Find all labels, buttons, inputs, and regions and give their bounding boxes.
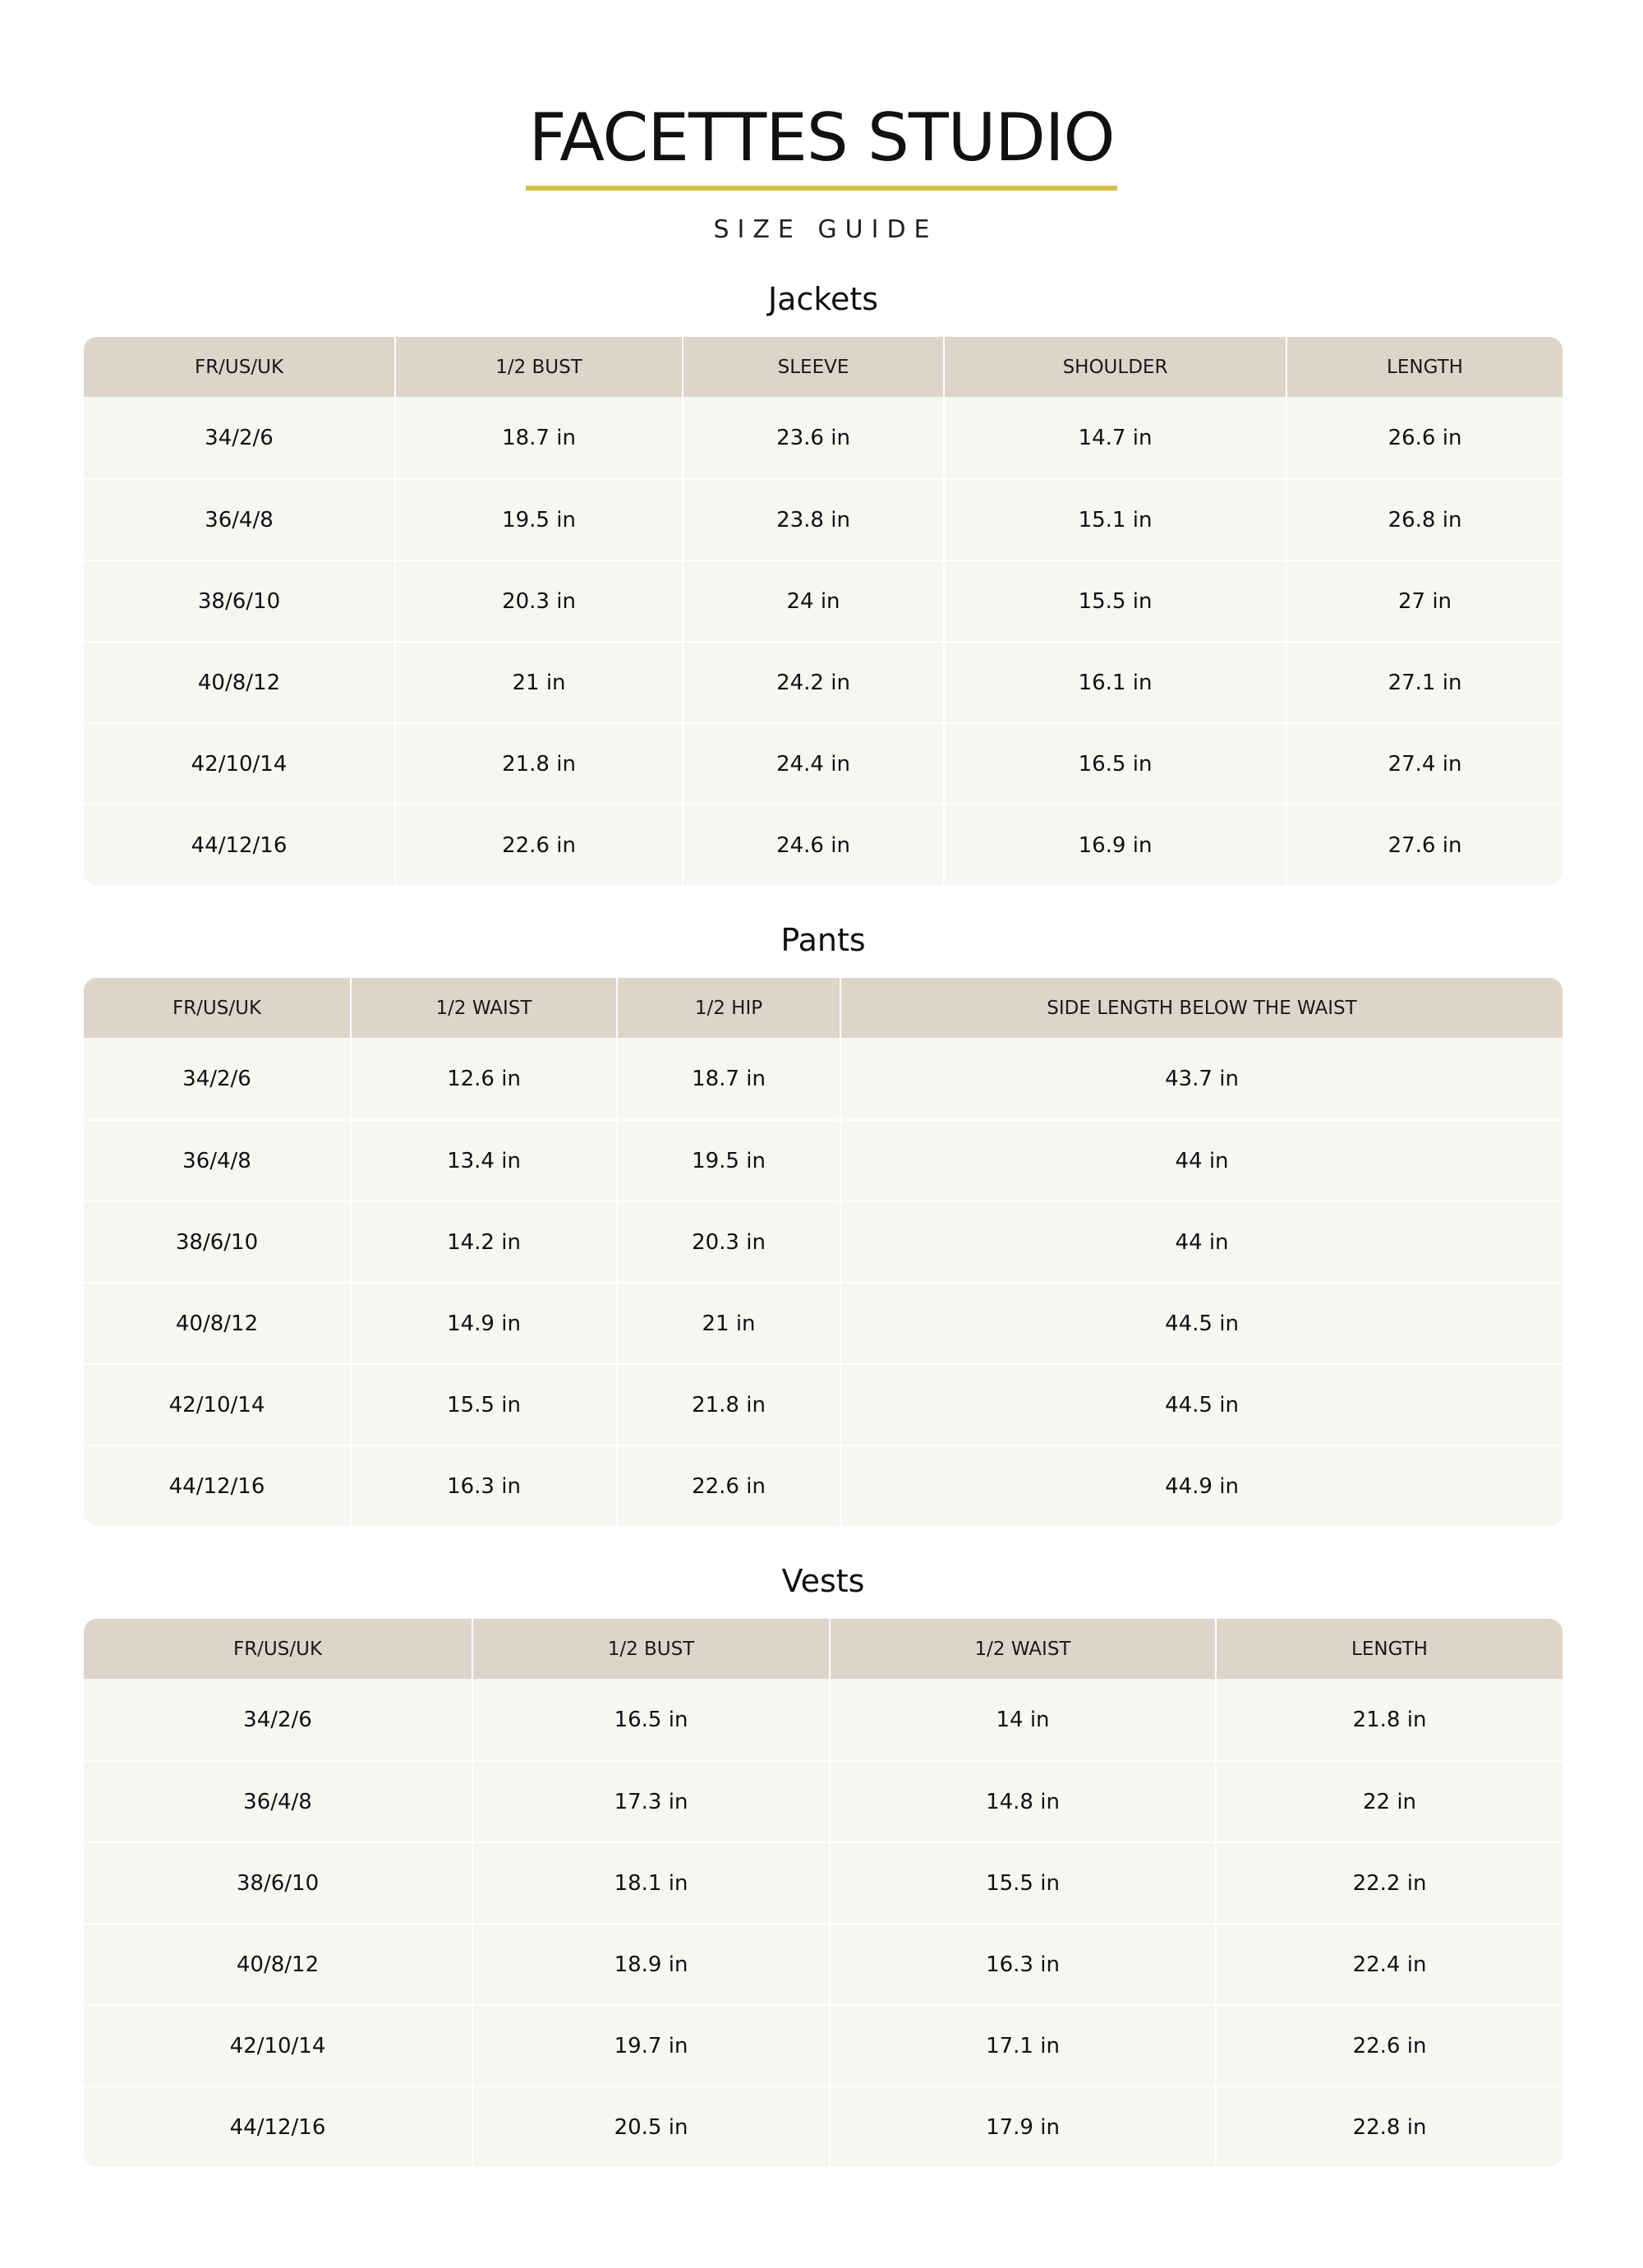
table-cell: 15.5 in [831,1842,1217,1923]
table-cell: 22.6 in [1217,2004,1562,2086]
table-cell: 20.5 in [473,2086,831,2167]
column-header: 1/2 WAIST [352,978,618,1038]
table-row [84,1282,1562,1363]
brand-block [526,99,1118,191]
table-cell: 36/4/8 [84,478,396,560]
table-row [84,1038,1562,1119]
column-header: SIDE LENGTH BELOW THE WAIST [841,978,1562,1038]
table-cell: 40/8/12 [84,641,396,722]
table-row [84,478,1562,560]
table-cell: 44 in [841,1119,1562,1201]
column-header: SLEEVE [683,337,945,397]
column-header: 1/2 HIP [618,978,841,1038]
column-header: 1/2 BUST [473,1619,831,1679]
table-cell: 20.3 in [618,1201,841,1282]
table-cell: 44.5 in [841,1363,1562,1445]
table-cell: 44/12/16 [84,804,396,885]
table-cell: 27 in [1287,560,1562,641]
table-cell: 44/12/16 [84,2086,473,2167]
table-cell: 44.5 in [841,1282,1562,1363]
column-header: FR/US/UK [84,337,396,397]
table-cell: 16.3 in [352,1445,618,1526]
table-cell: 14.9 in [352,1282,618,1363]
table-cell: 22 in [1217,1760,1562,1842]
column-header: 1/2 WAIST [831,1619,1217,1679]
table-cell: 36/4/8 [84,1760,473,1842]
table-row [84,1119,1562,1201]
table-row [84,1760,1562,1842]
section-title-jackets: Jackets [767,281,879,317]
section-title-vests: Vests [781,1563,865,1599]
brand-underline [526,186,1118,191]
table-header-row [84,978,1562,1038]
table-cell: 21.8 in [396,722,683,804]
table-cell: 40/8/12 [84,1282,352,1363]
table-header-row [84,337,1562,397]
table-cell: 22.6 in [618,1445,841,1526]
table-cell: 16.3 in [831,1923,1217,2004]
table-cell: 24.4 in [683,722,945,804]
table-cell: 22.6 in [396,804,683,885]
table-cell: 14 in [831,1679,1217,1760]
column-header: FR/US/UK [84,978,352,1038]
table-cell: 16.1 in [945,641,1287,722]
table-cell: 15.5 in [352,1363,618,1445]
table-cell: 19.7 in [473,2004,831,2086]
table-cell: 20.3 in [396,560,683,641]
table-row [84,560,1562,641]
table-cell: 21 in [396,641,683,722]
section-vests [84,1557,1562,2167]
section-title-pants: Pants [780,922,866,958]
table-cell: 42/10/14 [84,1363,352,1445]
section-jackets [84,275,1562,885]
table-cell: 18.9 in [473,1923,831,2004]
column-header: SHOULDER [945,337,1287,397]
table-cell: 22.2 in [1217,1842,1562,1923]
table-cell: 13.4 in [352,1119,618,1201]
table-cell: 24.6 in [683,804,945,885]
table-cell: 40/8/12 [84,1923,473,2004]
table-cell: 18.7 in [618,1038,841,1119]
table-cell: 42/10/14 [84,2004,473,2086]
table-cell: 22.8 in [1217,2086,1562,2167]
table-row [84,1842,1562,1923]
table-cell: 24 in [683,560,945,641]
table-cell: 43.7 in [1165,1066,1239,1091]
table-cell: 23.6 in [683,397,945,478]
table-cell: 14.2 in [352,1201,618,1282]
table-row [84,1923,1562,2004]
table-cell: 27.4 in [1287,722,1562,804]
table-row [84,397,1562,478]
table-cell: 21 in [618,1282,841,1363]
table-row [84,2086,1562,2167]
table-cell: 17.9 in [831,2086,1217,2167]
table-cell: 36/4/8 [84,1119,352,1201]
column-header: LENGTH [1287,337,1562,397]
table-cell: 44/12/16 [84,1445,352,1526]
table-cell: 16.9 in [945,804,1287,885]
table-cell: 17.3 in [473,1760,831,1842]
table-cell: 38/6/10 [84,1201,352,1282]
table-row [84,641,1562,722]
table-cell: 38/6/10 [84,560,396,641]
table-cell: 34/2/6 [84,1679,473,1760]
table-row [84,722,1562,804]
table-cell: 16.5 in [945,722,1287,804]
column-header: LENGTH [1217,1619,1562,1679]
table-cell: 24.2 in [683,641,945,722]
table-cell: 19.5 in [618,1119,841,1201]
table-row [84,1363,1562,1445]
table-cell: 22.4 in [1217,1923,1562,2004]
section-pants [84,916,1562,1526]
table-cell: 34/2/6 [84,397,396,478]
table-cell: 44 in [841,1201,1562,1282]
table-cell: 18.1 in [473,1842,831,1923]
table-cell: 15.5 in [945,560,1287,641]
table-cell: 23.8 in [683,478,945,560]
vests-table [84,1619,1562,2167]
table-row [84,1679,1562,1760]
table-cell: 27.6 in [1287,804,1562,885]
table-cell: 14.8 in [831,1760,1217,1842]
table-cell: 38/6/10 [84,1842,473,1923]
column-header: 1/2 BUST [396,337,683,397]
table-cell: 19.5 in [396,478,683,560]
table-cell: 17.1 in [831,2004,1217,2086]
table-cell: 18.7 in [396,397,683,478]
table-header-row [84,1619,1562,1679]
table-row [84,804,1562,885]
table-cell: 12.6 in [352,1038,618,1119]
table-cell: 26.6 in [1388,425,1462,450]
brand-title: FACETTES STUDIO [528,99,1115,176]
table-cell: 27.1 in [1287,641,1562,722]
table-cell: 26.8 in [1287,478,1562,560]
table-cell: 34/2/6 [84,1038,352,1119]
pants-table [84,978,1562,1526]
table-row [84,1445,1562,1526]
table-cell: 16.5 in [473,1679,831,1760]
table-row [84,2004,1562,2086]
table-cell: 15.1 in [945,478,1287,560]
table-cell: 42/10/14 [84,722,396,804]
column-header: FR/US/UK [84,1619,473,1679]
table-cell: 21.8 in [1352,1707,1427,1732]
table-cell: 21.8 in [618,1363,841,1445]
table-cell: 14.7 in [945,397,1287,478]
table-row [84,1201,1562,1282]
page-header [0,99,1643,244]
jackets-table [84,337,1562,885]
page-subtitle: SIZE GUIDE [713,215,938,244]
table-cell: 44.9 in [841,1445,1562,1526]
